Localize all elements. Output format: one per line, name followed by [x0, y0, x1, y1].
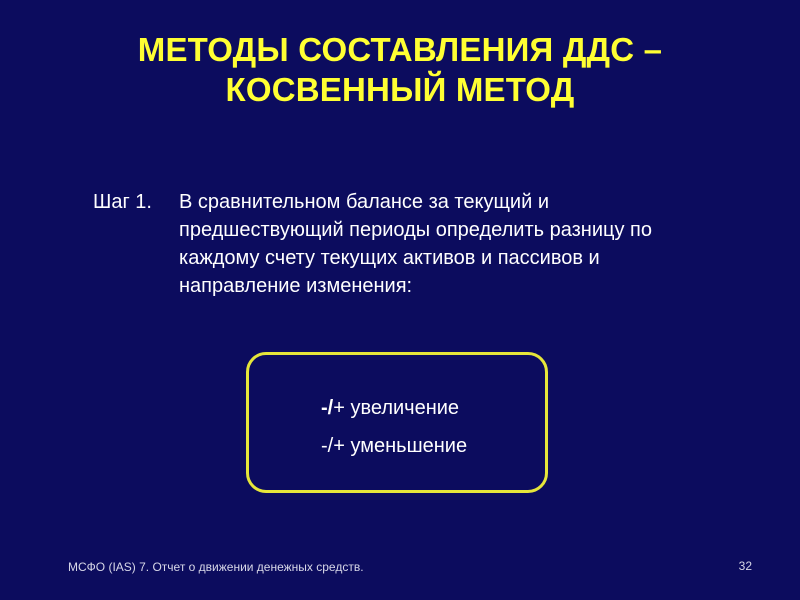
increase-sign: -/ [321, 397, 334, 419]
step-line-1: В сравнительном балансе за текущий и [179, 191, 549, 213]
step-label: Шаг 1. [93, 191, 152, 213]
slide-title [0, 30, 800, 110]
slide-title-line-1: МЕТОДЫ СОСТАВЛЕНИЯ ДДС – [137, 31, 663, 68]
footer-text: МСФО (IAS) 7. Отчет о движении денежных средств. [68, 560, 364, 574]
step-description [179, 188, 724, 300]
change-direction-box [246, 352, 548, 493]
step-line-3: каждому счету текущих активов и пассивов и [179, 247, 600, 269]
slide-title-line-2: КОСВЕННЫЙ МЕТОД [225, 71, 575, 108]
increase-line [321, 395, 459, 421]
step-line-2: предшествующий периоды определить разницу по [179, 219, 652, 241]
decrease-line: -/+ уменьшение [321, 435, 468, 457]
increase-text: + увеличение [333, 397, 460, 419]
page-number: 32 [738, 559, 752, 573]
step-line-4: направление изменения: [179, 275, 413, 297]
